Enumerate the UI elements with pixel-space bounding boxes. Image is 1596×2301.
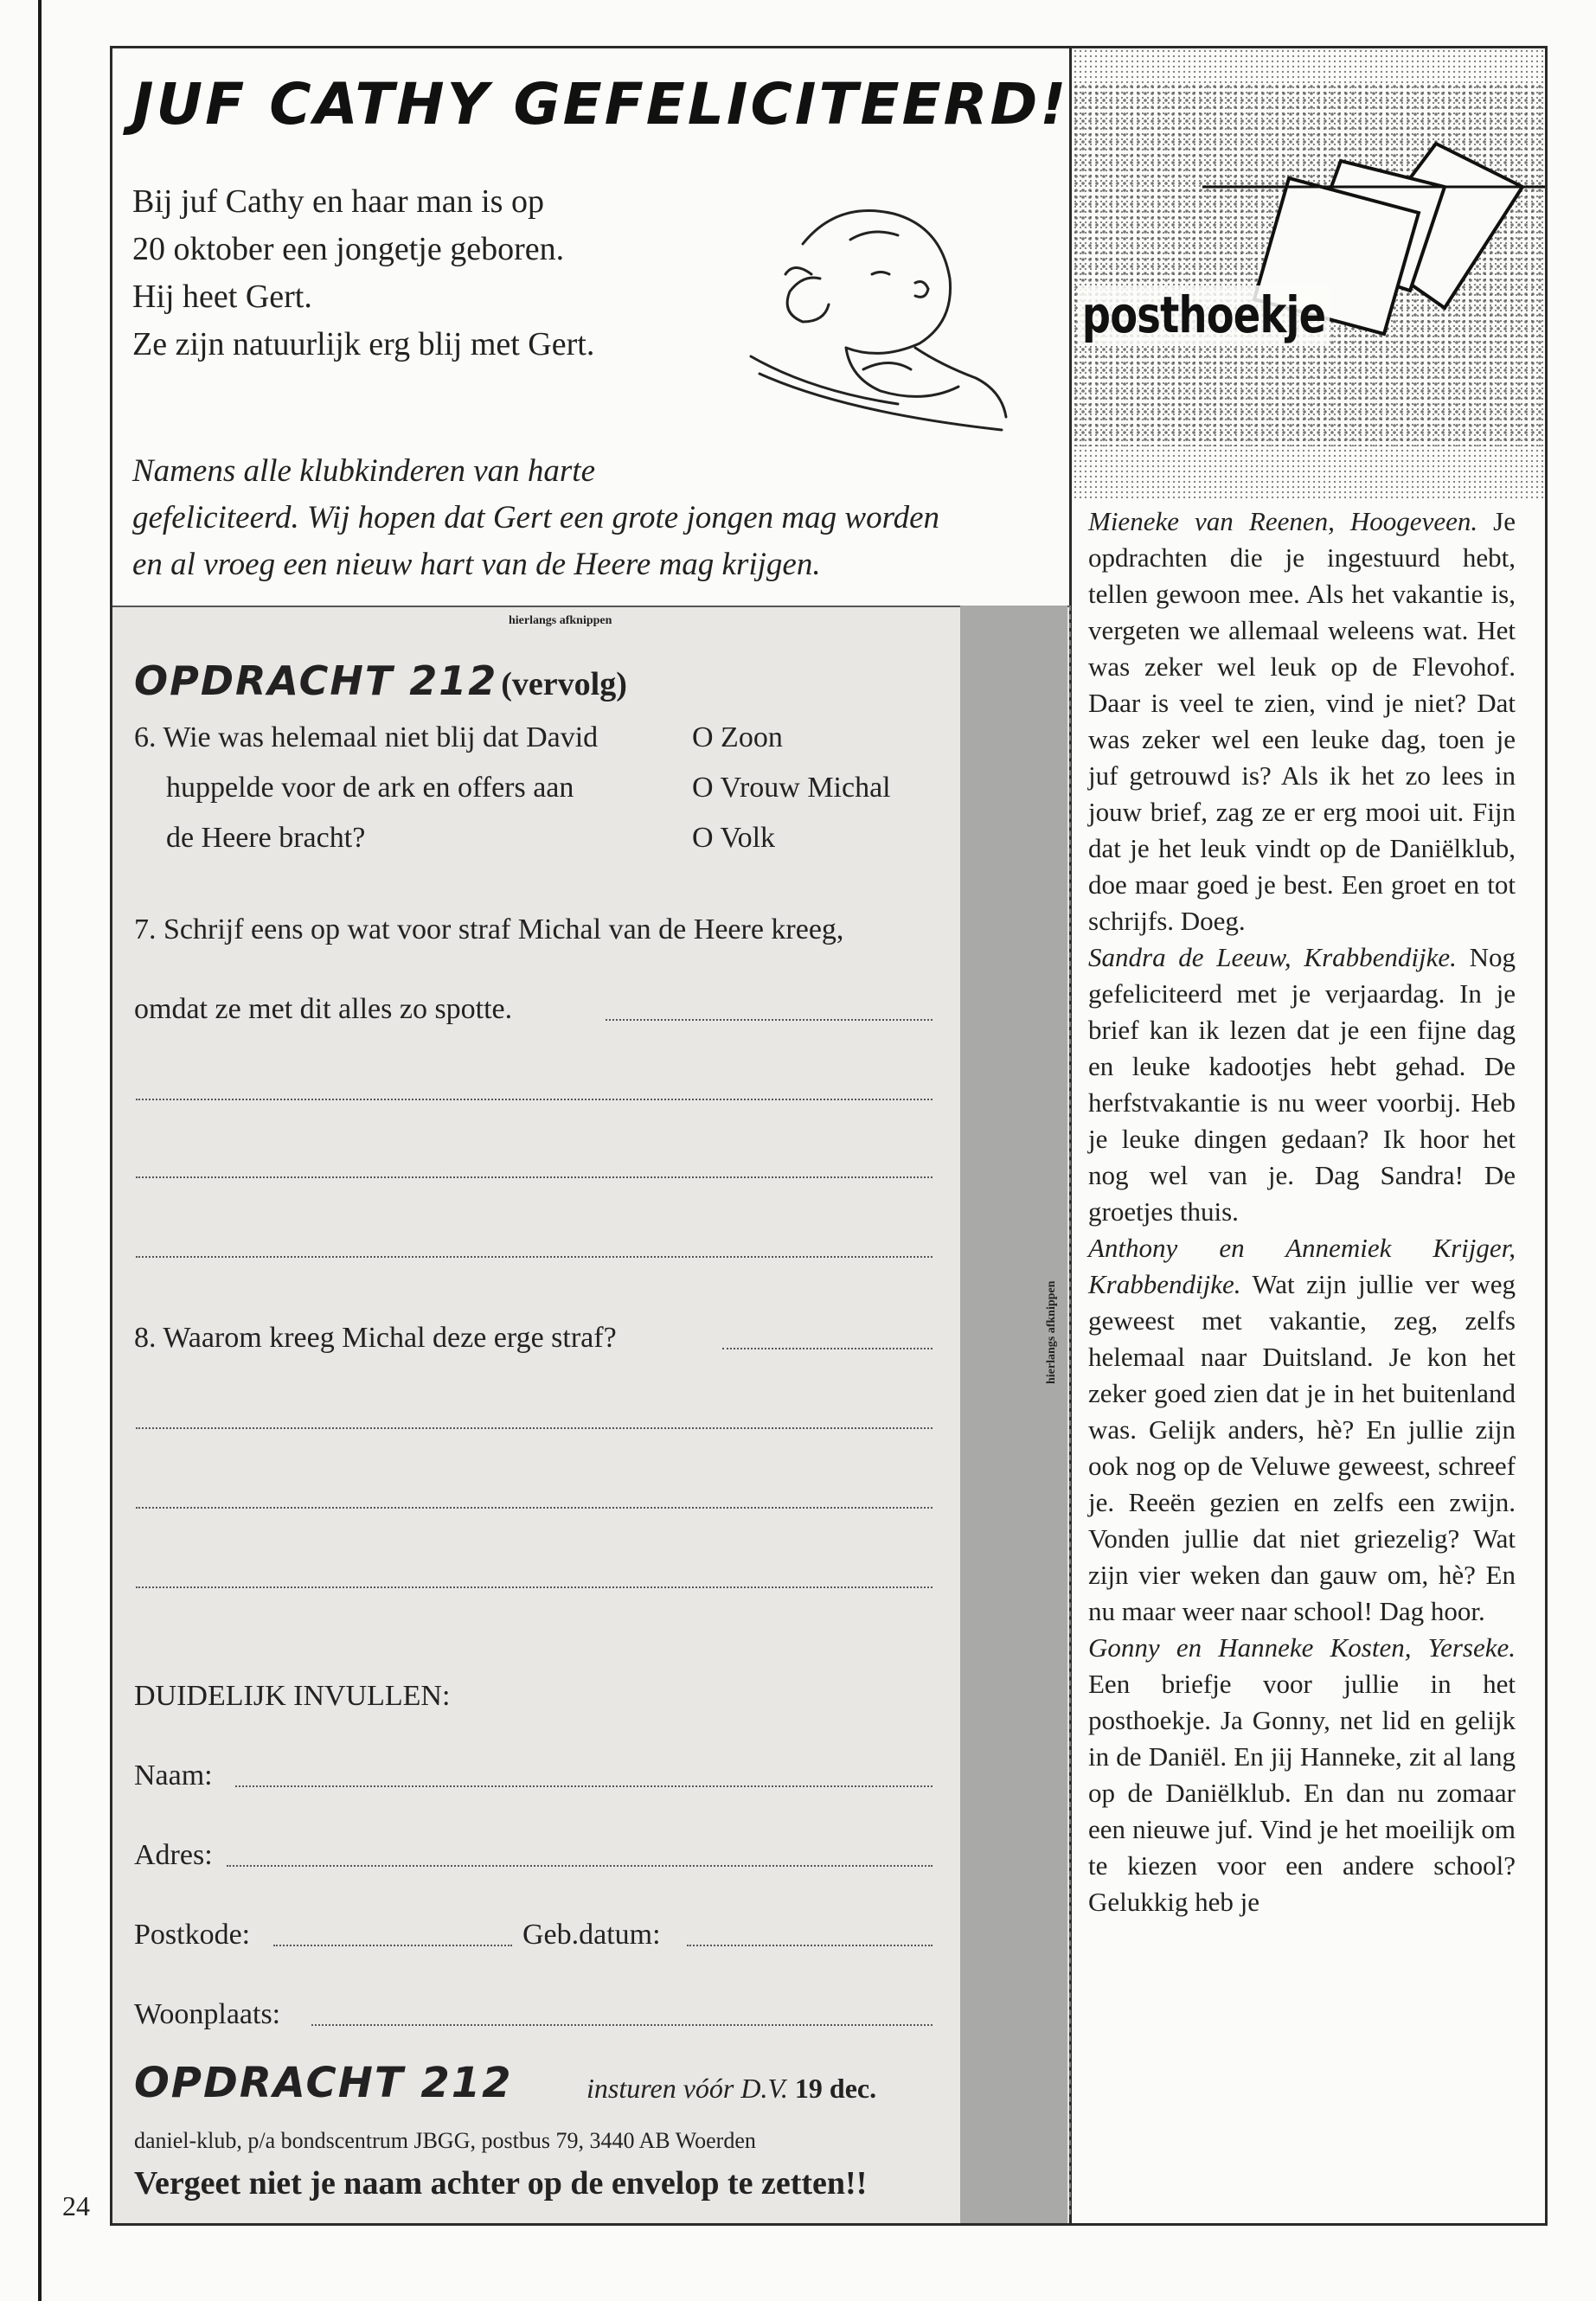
letters-column: [1088, 503, 1516, 1920]
page-binding-edge: [38, 0, 42, 2301]
address-label: Adres:: [134, 1839, 213, 1871]
question-6-line: huppelde voor de ark en offers aan: [166, 772, 574, 804]
answer-line[interactable]: [136, 1586, 933, 1588]
letter-sender: Anthony en Annemiek Krijger, Krabbendijke.: [1088, 1233, 1516, 1299]
letter: [1088, 939, 1516, 1230]
announcement-line: Ze zijn natuurlijk erg blij met Gert.: [132, 326, 595, 362]
cut-label-top: hierlangs afknippen: [509, 614, 612, 627]
letter-text: Nog gefeliciteerd met je verjaardag. In je brief kan ik lezen dat je een fijne dag en leuke kadootjes hebt gehad. De herfstvakantie is nu weer voorbij. Heb je leuke dingen gedaan? Ik hoor het nog wel van je. Dag Sandra! De groetjes thuis.: [1088, 942, 1516, 1227]
name-field[interactable]: [235, 1785, 933, 1787]
letter-text: Je opdrachten die je ingestuurd hebt, tellen gewoon mee. Als het vakantie is, vergeten we allemaal weleens wat. Het was zeker wel leuk op de Flevohof. Daar is veel te zien, vind je niet? Dat was zeker wel een leuke dag, toen je juf getrouwd is? Als ik het zo lees in jouw brief, zag ze er erg mooi uit. Fijn dat je het leuk vindt op de Daniëlklub, doe maar goed je best. Een groet en tot schrijfs. Doeg.: [1088, 506, 1516, 936]
send-date: 19 dec.: [794, 2073, 877, 2104]
announcement-title: JUF CATHY GEFELICITEERD!: [132, 71, 1069, 138]
letter: [1088, 1630, 1516, 1920]
fill-in-heading: DUIDELIJK INVULLEN:: [134, 1680, 451, 1712]
baby-illustration: [742, 192, 1017, 434]
letter-sender: Sandra de Leeuw, Krabbendijke.: [1088, 942, 1457, 972]
send-before-label: insturen vóór D.V.: [586, 2073, 788, 2104]
city-label: Woonplaats:: [134, 1998, 281, 2030]
postcode-field[interactable]: [273, 1945, 512, 1946]
announcement-body: [132, 178, 703, 369]
letter-sender: Gonny en Hanneke Kosten, Yerseke.: [1088, 1632, 1516, 1663]
assignment-heading-suffix: (vervolg): [501, 666, 627, 702]
answer-line[interactable]: [136, 1427, 933, 1429]
posthoekje-header-art: [1073, 48, 1545, 498]
assignment-heading-title: OPDRACHT 212: [134, 657, 498, 704]
answer-line[interactable]: [136, 1099, 933, 1100]
send-before: [586, 2073, 876, 2105]
cut-label-side: hierlangs afknippen: [1045, 1280, 1058, 1384]
postal-address: daniel-klub, p/a bondscentrum JBGG, postbus 79, 3440 AB Woerden: [134, 2128, 756, 2153]
assignment-footer-title: OPDRACHT 212: [134, 2059, 513, 2107]
address-field[interactable]: [227, 1865, 933, 1867]
wish-line: en al vroeg een nieuw hart van de Heere mag krijgen.: [132, 547, 821, 582]
page-number: 24: [62, 2190, 90, 2221]
question-6-line: de Heere bracht?: [166, 822, 366, 854]
question-6-line: 6. Wie was helemaal niet blij dat David: [134, 721, 599, 753]
letter: [1088, 1230, 1516, 1630]
name-label: Naam:: [134, 1759, 213, 1791]
letter: [1088, 503, 1516, 939]
answer-line[interactable]: [606, 1019, 933, 1021]
option-vrouw-michal[interactable]: O Vrouw Michal: [692, 772, 891, 804]
cut-strip: [960, 606, 1067, 2223]
city-field[interactable]: [311, 2024, 933, 2026]
envelope-reminder: Vergeet niet je naam achter op de envelop te zetten!!: [134, 2165, 868, 2202]
letter-text: Een briefje voor jullie in het posthoekje. Ja Gonny, net lid en gelijk in de Daniël. En jij Hanneke, zit al lang op de Daniëlklub. En dan nu zomaar een nieuwe juf. Vind je het moeilijk om te kiezen voor een andere school? Gelukkig heb je: [1088, 1669, 1516, 1917]
answer-line[interactable]: [136, 1256, 933, 1258]
question-7-line: omdat ze met dit alles zo spotte.: [134, 993, 513, 1025]
option-zoon[interactable]: O Zoon: [692, 721, 783, 753]
wish-line: Namens alle klubkinderen van harte: [132, 453, 596, 489]
letter-sender: Mieneke van Reenen, Hoogeveen.: [1088, 506, 1478, 536]
announcement-line: 20 oktober een jongetje geboren.: [132, 231, 565, 267]
announcement-line: Hij heet Gert.: [132, 279, 312, 315]
postcode-label: Postkode:: [134, 1919, 251, 1951]
wish-line: gefeliciteerd. Wij hopen dat Gert een grote jongen mag worden: [132, 500, 940, 535]
letter-text: Wat zijn jullie ver weg geweest met vakantie, zeg, zelfs helemaal naar Duitsland. Je kon het zeker goed zien dat je in het buitenland was. Gelijk anders, hè? En jullie zijn ook nog op de Veluwe geweest, schreef je. Reeën gezien en zelfs een zwijn. Vonden jullie dat niet griezelig? Wat zijn vier weken dan gauw om, hè? En nu maar weer naar school! Dag hoor.: [1088, 1269, 1516, 1626]
birthdate-field[interactable]: [687, 1945, 933, 1946]
answer-line[interactable]: [136, 1507, 933, 1509]
announcement-line: Bij juf Cathy en haar man is op: [132, 183, 544, 220]
question-7-line: 7. Schrijf eens op wat voor straf Michal van de Heere kreeg,: [134, 913, 844, 945]
option-volk[interactable]: O Volk: [692, 822, 776, 854]
answer-line[interactable]: [136, 1176, 933, 1178]
announcement-wish: [132, 448, 939, 588]
answer-line[interactable]: [722, 1348, 933, 1349]
question-8: 8. Waarom kreeg Michal deze erge straf?: [134, 1322, 617, 1354]
dashed-cut-rule: [1069, 606, 1076, 2214]
assignment-heading: [134, 657, 627, 704]
posthoekje-title: posthoekje: [1078, 285, 1330, 344]
birthdate-label: Geb.datum:: [522, 1919, 661, 1951]
